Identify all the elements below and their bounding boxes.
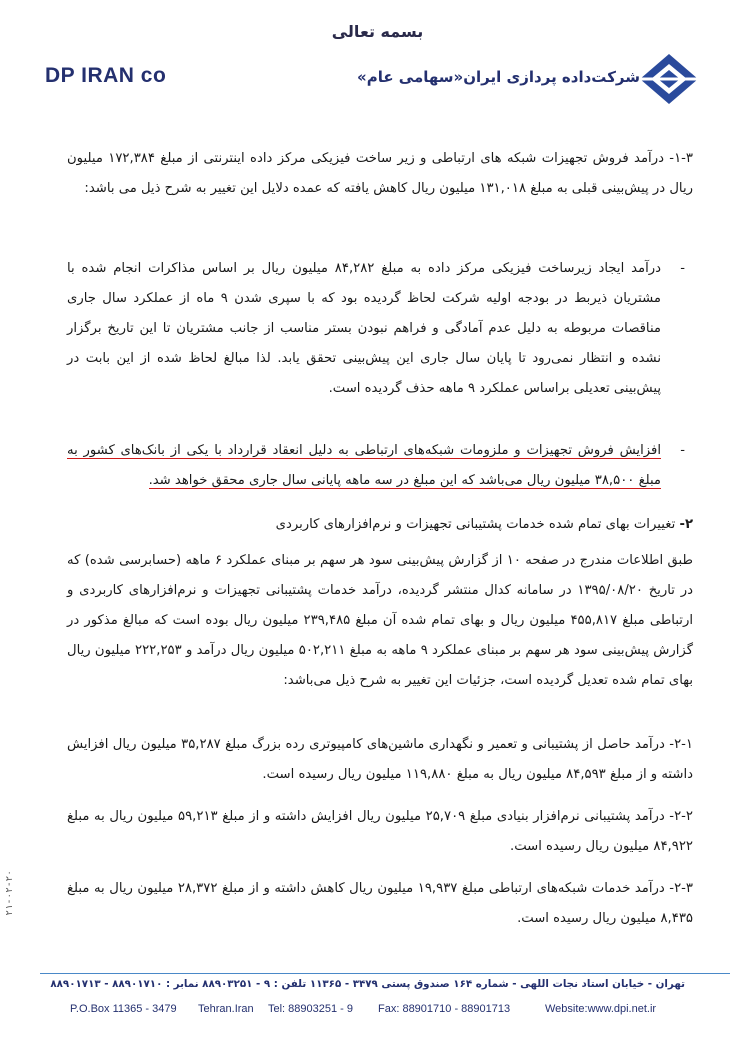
- bullet-item-1: [67, 254, 693, 404]
- bullet-dash: -: [680, 261, 685, 276]
- section-1-3-paragraph: [67, 144, 693, 204]
- footer-divider: [40, 973, 730, 974]
- bullet-item-2: [67, 436, 693, 496]
- section-2-title: تغییرات بهای تمام شده خدمات پشتیبانی تجهیزات و نرم‌افزارهای کاربردی: [275, 517, 676, 532]
- side-date-stamp: ۲۱-۰۲-۲۰: [4, 870, 15, 916]
- footer-pobox: P.O.Box 11365 - 3479: [70, 1003, 177, 1015]
- footer-address-fa: تهران - خیابان استاد نجات اللهی - شماره ۱۶۴ صندوق پستی ۳۴۷۹ - ۱۱۳۶۵ تلفن : ۹ - ۸۸۹۰۳۲۵۱ نمابر : ۸۸۹۰۱۷۱۰ - ۸۸۹۰۱۷۱۳: [50, 978, 685, 990]
- company-name-fa: شرکت‌داده پردازی ایران«سهامی عام»: [357, 68, 640, 86]
- footer-website: Website:www.dpi.net.ir: [545, 1003, 657, 1015]
- bullet-dash: -: [680, 443, 685, 458]
- footer-fax: Fax: 88901710 - 88901713: [378, 1003, 511, 1015]
- subsection-2-1-text: ۲-۱- درآمد حاصل از پشتیبانی و تعمیر و نگهداری ماشین‌های کامپیوتری رده بزرگ مبلغ ۳۵,۲۸۷ میلیون ریال افزایش داشته و از مبلغ ۸۴,۵۹۳ میلیون ریال به مبلغ ۱۱۹,۸۸۰ میلیون ریال رسیده است.: [67, 737, 693, 782]
- footer-city: Tehran.Iran: [198, 1003, 254, 1015]
- bullet-item-1-text: درآمد ایجاد زیرساخت فیزیکی مرکز داده به مبلغ ۸۴,۲۸۲ میلیون ریال بر اساس مذاکرات انجام شده با مشتریان ذیربط در بودجه اولیه شرکت لحاظ گردیده بود که با سپری شدن ۹ ماه از عملکرد سال جاری مناقصات مربوطه به دلیل عدم آمادگی و فراهم نبودن بستر مناسب از جانب مشتریان تا این تاریخ برگزار نشده و انتظار نمی‌رود تا پایان سال جاری این پیش‌بینی تحقق یابد. لذا مبالغ لحاظ شده از این بابت در پیش‌بینی تعدیلی براساس عملکرد ۹ ماهه حذف گردیده است.: [67, 261, 661, 396]
- section-2-paragraph: [67, 546, 693, 696]
- subsection-2-3-text: ۲-۳- درآمد خدمات شبکه‌های ارتباطی مبلغ ۱۹,۹۳۷ میلیون ریال کاهش داشته و از مبلغ ۲۸,۳۷۲ میلیون ریال به مبلغ ۸,۴۳۵ میلیون ریال رسیده است.: [67, 881, 693, 926]
- section-2-text: طبق اطلاعات مندرج در صفحه ۱۰ از گزارش پیش‌بینی سود هر سهم بر مبنای عملکرد ۶ ماهه (حسابرسی شده) که در تاریخ ۱۳۹۵/۰۸/۲۰ در سامانه کدال منتشر گردیده، درآمد خدمات پشتیبانی تجهیزات و نرم‌افزارهای کاربردی و ارتباطی مبلغ ۴۵۵,۸۱۷ میلیون ریال و بهای تمام شده آن مبلغ ۲۳۹,۴۸۵ میلیون ریال بوده است که مبالغ مذکور در گزارش پیش‌بینی سود هر سهم بر مبنای عملکرد ۹ ماهه به مبلغ ۵۰۲,۲۱۱ میلیون ریال درآمد و ۲۲۲,۲۵۳ میلیون ریال بهای تمام شده تعدیل گردیده است، جزئیات این تغییر به شرح ذیل می‌باشد:: [67, 553, 694, 688]
- section-2-heading: [67, 510, 693, 540]
- subsection-2-2-text: ۲-۲- درآمد پشتیبانی نرم‌افزار بنیادی مبلغ ۲۵,۷۰۹ میلیون ریال افزایش داشته و از مبلغ ۵۹,۲۱۳ میلیون ریال به مبلغ ۸۴,۹۲۲ میلیون ریال رسیده است.: [67, 809, 693, 854]
- subsection-2-3: [67, 874, 693, 934]
- dp-diamond-logo-icon: [638, 52, 700, 106]
- footer-tel: Tel: 88903251 - 9: [268, 1003, 354, 1015]
- company-name-en: DP IRAN co: [45, 64, 167, 87]
- section-2-number: ۲-: [679, 517, 693, 532]
- bullet-item-2-text: افزایش فروش تجهیزات و ملزومات شبکه‌های ارتباطی به دلیل انعقاد قرارداد با یکی از بانک‌های کشور به مبلغ ۳۸,۵۰۰ میلیون ریال می‌باشد که این مبلغ در سه ماهه پایانی سال جاری محقق خواهد شد.: [67, 443, 661, 488]
- section-1-3-text: ۱-۳- درآمد فروش تجهیزات شبکه های ارتباطی و زیر ساخت فیزیکی مرکز داده اینترنتی از مبلغ ۱۷۲,۳۸۴ میلیون ریال در پیش‌بینی قبلی به مبلغ ۱۳۱,۰۱۸ میلیون ریال کاهش یافته که عمده دلایل این تغییر به شرح ذیل می باشد:: [67, 151, 694, 196]
- subsection-2-2: [67, 802, 693, 862]
- basmala-heading: بسمه تعالی: [331, 22, 424, 41]
- subsection-2-1: [67, 730, 693, 790]
